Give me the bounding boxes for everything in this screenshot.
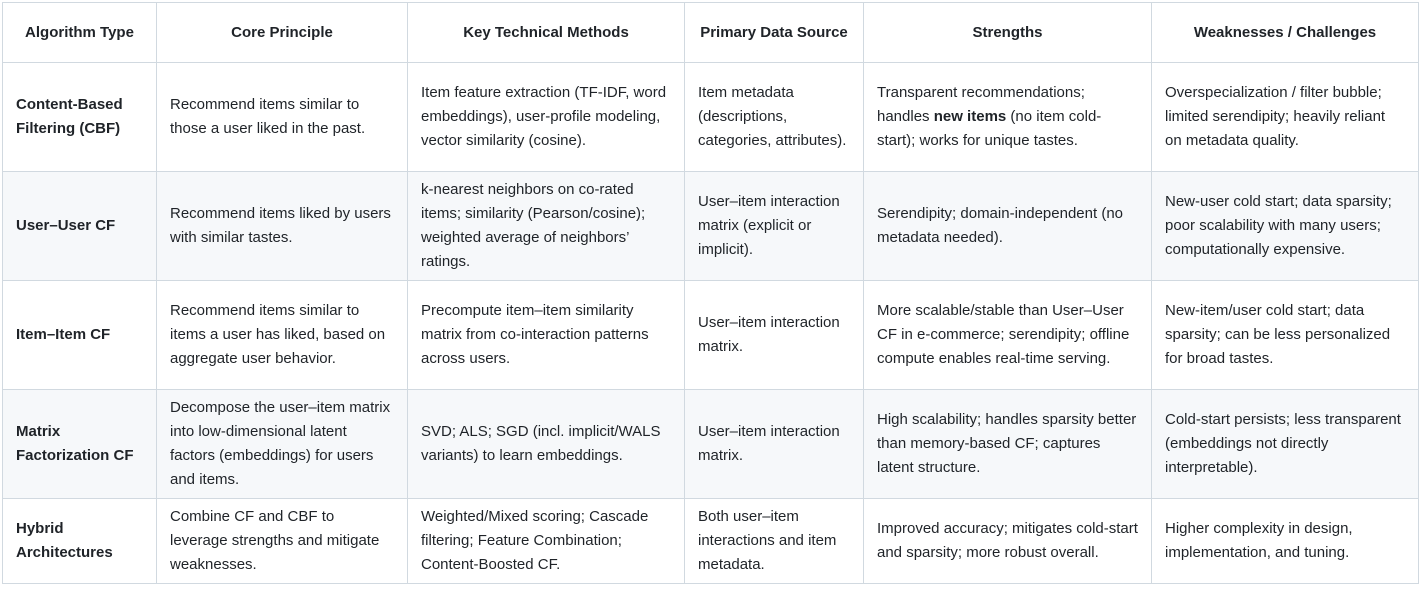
- cell-algorithm-type: Matrix Factorization CF: [3, 390, 157, 499]
- cell-core-principle: Recommend items similar to those a user liked in the past.: [157, 63, 408, 172]
- header-row: [3, 3, 1419, 63]
- cell-strengths: More scalable/stable than User–User CF in e-commerce; serendipity; offline compute enables real-time serving.: [864, 281, 1152, 390]
- cell-core-principle: Combine CF and CBF to leverage strengths and mitigate weaknesses.: [157, 499, 408, 584]
- column-header-algorithm-type: Algorithm Type: [3, 3, 157, 63]
- cell-primary-data-source: User–item interaction matrix.: [685, 390, 864, 499]
- column-header-weaknesses: Weaknesses / Challenges: [1152, 3, 1419, 63]
- column-header-key-technical-methods: Key Technical Methods: [408, 3, 685, 63]
- cell-weaknesses: Higher complexity in design, implementation, and tuning.: [1152, 499, 1419, 584]
- cell-weaknesses: New-user cold start; data sparsity; poor scalability with many users; computationally expensive.: [1152, 172, 1419, 281]
- cell-algorithm-type: User–User CF: [3, 172, 157, 281]
- cell-primary-data-source: Both user–item interactions and item metadata.: [685, 499, 864, 584]
- cell-key-technical-methods: Weighted/Mixed scoring; Cascade filtering; Feature Combination; Content-Boosted CF.: [408, 499, 685, 584]
- cell-strengths: High scalability; handles sparsity better than memory-based CF; captures latent structure.: [864, 390, 1152, 499]
- column-header-core-principle: Core Principle: [157, 3, 408, 63]
- table-row: [3, 499, 1419, 584]
- text-segment: (no item cold-start); works for unique tastes.: [877, 108, 1102, 149]
- table-row: [3, 390, 1419, 499]
- cell-strengths: Serendipity; domain-independent (no metadata needed).: [864, 172, 1152, 281]
- table-row: [3, 63, 1419, 172]
- emphasized-text: new items: [933, 108, 1007, 125]
- cell-algorithm-type: Item–Item CF: [3, 281, 157, 390]
- cell-core-principle: Recommend items similar to items a user has liked, based on aggregate user behavior.: [157, 281, 408, 390]
- table-header: [3, 3, 1419, 63]
- table-body: [3, 63, 1419, 584]
- cell-key-technical-methods: SVD; ALS; SGD (incl. implicit/WALS variants) to learn embeddings.: [408, 390, 685, 499]
- cell-algorithm-type: Hybrid Architectures: [3, 499, 157, 584]
- cell-weaknesses: Overspecialization / filter bubble; limited serendipity; heavily reliant on metadata quality.: [1152, 63, 1419, 172]
- cell-key-technical-methods: Item feature extraction (TF-IDF, word embeddings), user-profile modeling, vector similarity (cosine).: [408, 63, 685, 172]
- cell-primary-data-source: Item metadata (descriptions, categories, attributes).: [685, 63, 864, 172]
- column-header-primary-data-source: Primary Data Source: [685, 3, 864, 63]
- text-segment: Transparent recommendations; handles: [877, 84, 1085, 125]
- column-header-strengths: Strengths: [864, 3, 1152, 63]
- cell-primary-data-source: User–item interaction matrix.: [685, 281, 864, 390]
- cell-core-principle: Recommend items liked by users with similar tastes.: [157, 172, 408, 281]
- cell-strengths: [864, 63, 1152, 172]
- cell-core-principle: Decompose the user–item matrix into low-dimensional latent factors (embeddings) for users and items.: [157, 390, 408, 499]
- cell-weaknesses: Cold-start persists; less transparent (embeddings not directly interpretable).: [1152, 390, 1419, 499]
- cell-algorithm-type: Content-Based Filtering (CBF): [3, 63, 157, 172]
- cell-strengths: Improved accuracy; mitigates cold-start and sparsity; more robust overall.: [864, 499, 1152, 584]
- cell-primary-data-source: User–item interaction matrix (explicit or implicit).: [685, 172, 864, 281]
- cell-key-technical-methods: Precompute item–item similarity matrix from co-interaction patterns across users.: [408, 281, 685, 390]
- algorithm-comparison-table: [2, 2, 1419, 584]
- table-row: [3, 281, 1419, 390]
- cell-weaknesses: New-item/user cold start; data sparsity; can be less personalized for broad tastes.: [1152, 281, 1419, 390]
- cell-key-technical-methods: k-nearest neighbors on co-rated items; similarity (Pearson/cosine); weighted average of neighbors’ ratings.: [408, 172, 685, 281]
- table-row: [3, 172, 1419, 281]
